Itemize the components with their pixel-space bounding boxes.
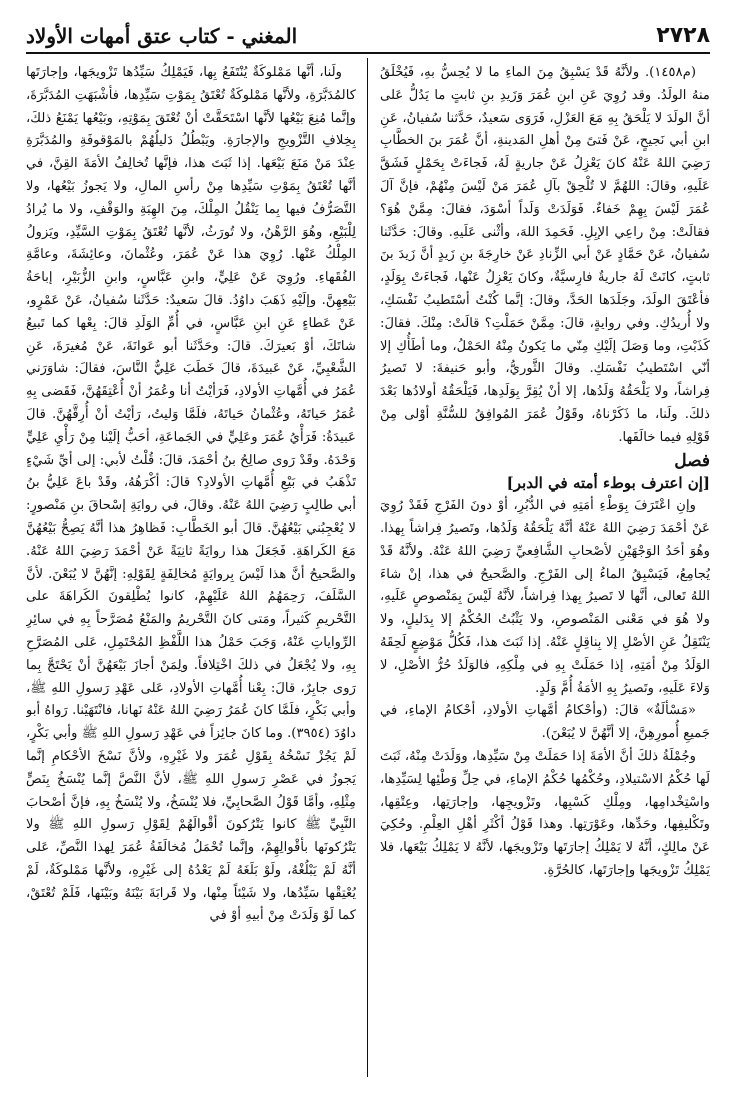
section-subheading: [إن اعترف بوطء أمته في الدبر] — [506, 474, 710, 493]
paragraph: (م١٤٥٨). ولأنَّهُ قَدْ يَسْبِقُ مِنَ الماءِ ما لا يُحِسُّ بهِ، فَيُخْلَقُ منهُ الولَدُ. وقد رُوِيَ عَنِ ابنِ عُمَرَ وَزَيدِ بنِ ثابتٍ ما يَدُلُّ عَلى أنَّ الولَدَ لا يَلْحَقُ بِهِ مَعَ العَزْلِ، فَرَوَى سَعيدٌ، حَدَّثنا سُفيانُ، عَنِ ابنِ أبي نَجيحٍ، عَنْ فَتىً مِنْ أهلِ المَدينةِ، أنَّ عُمَرَ بنَ الخطَّابِ رَضِيَ اللهُ عَنْهُ كانَ يَعْزِلُ عَنْ جاريةٍ لَهُ، فَجاءَتْ بِحَمْلٍ فَشَقَّ عَلَيهِ، وقالَ: اللهُمَّ لا تُلْحِقْ بآلِ عُمَرَ مَنْ لَيْسَ مِنْهُمْ، فإنَّ آلَ عُمَرَ لَيْسَ بِهِمْ خَفاءٌ. فَوَلَدَتْ وَلَداً أسْوَدَ، فقالَ: مِمَّنْ هُوَ؟ فقالَتْ: مِنْ راعِي الإبِلِ. فَحَمِدَ اللهَ، وأثْنى عَلَيهِ. وقالَ: حَدَّثَنا سُفيانُ، عَنْ حَمَّادٍ عَنْ أبي الزِّنادِ عَنْ خارِجَةَ بنِ زَيدٍ أنَّ زَيدَ بنَ ثابتٍ، كانَتْ لَهُ جاريةٌ فارِسيَّةٌ، وكانَ يَعْزِلُ عَنْها، فَجاءَتْ بِوَلَدٍ، فأعْتَقَ الولَدَ، وجَلَدَها الحَدَّ، وقالَ: إنَّما كُنْتُ أسْتَطيبُ نَفْسَكِ، ولا أُريدُكِ. وفي روايةٍ، قالَ: مِمَّنْ حَمَلْتِ؟ قالَتْ: مِنْكَ. فقالَ: كَذَبْتِ، وما وَصَلَ إلَيْكِ مِنّي ما يَكونُ مِنْهُ الحَمْلُ، وما أطَأُكِ إلا أنّي اسْتَطيبُ نَفْسَكِ. وقالَ الثَّوريُّ، وأبو حَنيفةَ: لا تَصيرُ فِراشاً، ولا يَلْحَقُهُ وَلَدُها، إلا أنْ يُقِرَّ بِوَلَدِها، فَيَلْحَقُهُ أولادُها بَعْدَ ذلكَ. ولَنا، ما ذَكَرْناهُ، وقَوْلُ عُمَرَ المُوافِقُ للسُّنَّةِ أوْلى مِنْ قَوْلِهِ فيما خالَفَها. — [380, 65, 710, 445]
section-heading: فصل — [674, 450, 710, 471]
page-header — [26, 18, 710, 54]
paragraph: «مَسْألَةٌ» قالَ: (وأحْكامُ أمَّهاتِ الأولادِ، أحْكامُ الإماءِ، في جَميعِ أُمورِهِنَّ، إلا أنَّهُنَّ لا يُبَعْنَ). — [380, 703, 710, 742]
left-column — [26, 62, 356, 1072]
paragraph: وجُمْلَةُ ذلكَ أنَّ الأمَةَ إذا حَمَلَتْ مِنْ سَيِّدِها، ووَلَدَتْ مِنْهُ، ثَبَتَ لَها حُكْمُ الاسْتيلادِ، وحُكْمُها حُكْمُ الإماءِ، في حِلِّ وَطْئِها لِسَيِّدِها، واسْتِخْدامِها، ومِلْكِ كَسْبِها، وتَزْويجِها، وإجارَتِها، وعِتْقِها، وتَكْليفِها، وحَدِّها، وعَوْرَتِها. وهذا قَوْلُ أكْثَرِ أهْلِ العِلْمِ. وحُكِيَ عَنْ مالِكٍ، أنَّهُ لا يَمْلِكُ إجارَتَها وتَزْويجَها، لأنَّهُ لا يَمْلِكُ بَيْعَها، فلا يَمْلِكُ تَزْويجَها وإجارَتَها، كالحُرَّةِ. — [380, 748, 710, 878]
column-divider — [367, 58, 368, 1077]
paragraph: ولَنا، أنَّها مَمْلوكَةٌ يُنْتَفَعُ بِها، فَيَمْلِكُ سَيِّدُها تَزْويجَها، وإجارَتَها كالمُدَبَّرَةِ، ولأنَّها مَمْلوكَةٌ تُعْتَقُ بِمَوْتِ سَيِّدِها، فأشْبَهَتِ المُدَبَّرَةَ، وإنَّما مُنِعَ بَيْعُها لأنَّها اسْتَحَقَّتْ أنْ تُعْتَقَ بِمَوْتِهِ، وبَيْعُها يَمْنَعُ ذلكَ، بِخِلافِ التَّزْويجِ والإجارَةِ. ويَبْطُلُ دَليلُهُمْ بالمَوْقوفَةِ والمُدَبَّرَةِ عِنْدَ مَنْ مَنَعَ بَيْعَها. إذا ثَبَتَ هذا، فإنَّها تُخالِفُ الأمَةَ القِنَّ، في أنَّها تُعْتَقُ بِمَوْتِ سَيِّدِها مِنْ رأسِ المالِ، ولا يَجوزُ بَيْعُها، ولا التَّصَرُّفُ فيها بِما يَنْقُلُ المِلْكَ، مِنَ الهِبَةِ والوَقْفِ، ولا ما يُرادُ لِلْبَيْعِ، وهُوَ الرَّهْنُ، ولا تُورَثُ، لأنَّها تُعْتَقُ بِمَوْتِ السَّيِّدِ، ويَزولُ المِلْكُ عَنْها. رُوِيَ هذا عَنْ عُمَرَ، وعُثْمانَ، وعائِشَةَ، وعامَّةِ الفُقَهاءِ. ورُوِيَ عَنْ عَلِيٍّ، وابنِ عَبَّاسٍ، وابنِ الزُّبَيْرِ، إباحَةُ بَيْعِهِنَّ. وإلَيْهِ ذَهَبَ داوُدُ. قالَ سَعيدٌ: حَدَّثَنا سُفيانُ، عَنْ عَمْرٍو، عَنْ عَطاءٍ عَنِ ابنِ عَبَّاسٍ، في أُمِّ الوَلَدِ قالَ: بِعْها كما تَبيعُ شاتَكَ، أوْ بَعيرَكَ. قالَ: وحَدَّثَنا أبو عَوانَةَ، عَنْ مُغيرَةَ، عَنِ الشَّعْبِيِّ، عَنْ عَبيدَةَ، قالَ خَطَبَ عَلِيٌّ النَّاسَ، فقالَ: شاوَرَني عُمَرُ في أُمَّهاتِ الأولادِ، فَرَأيْتُ أنا وعُمَرُ أنْ أُعْتِقَهُنَّ، فَقَضى بِهِ عُمَرُ حَياتَهُ، وعُثْمانُ حَياتَهُ، فلَمَّا وَليتُ، رَأيْتُ أنْ أُرِقَّهُنَّ. قالَ عَبيدَةُ: فَرَأْيُ عُمَرَ وعَلِيٍّ في الجَماعَةِ، أحَبُّ إلَيْنا مِنْ رَأْيِ عَلِيٍّ وَحْدَهُ. وقَدْ رَوى صالِحُ بنُ أحْمَدَ، قالَ: قُلْتُ لأبي: إلى أيِّ شَيْءٍ تَذْهَبُ في بَيْعِ أُمَّهاتِ الأولادِ؟ قالَ: أكْرَهُهُ، وقَدْ باعَ عَلِيُّ بنُ أبي طالِبٍ رَضِيَ اللهُ عَنْهُ. وقالَ، في روايَةِ إسْحاقَ بنِ مَنْصورٍ: لا يُعْجِبُني بَيْعُهُنَّ. قالَ أبو الخَطَّابِ: فَظاهِرُ هذا أنَّهُ يَصِحُّ بَيْعُهُنَّ مَعَ الكَراهَةِ. فَجَعَلَ هذا روايَةً ثانِيَةً عَنْ أحْمَدَ رَضِيَ اللهُ عَنْهُ. والصَّحيحُ أنَّ هذا لَيْسَ بِروايَةٍ مُخالِفَةٍ لِقَوْلِهِ: إنَّهُنَّ لا يُبَعْنَ. لأنَّ السَّلَفَ، رَحِمَهُمُ اللهُ عَلَيْهِمْ، كانوا يُطْلِقونَ الكَراهَةَ على التَّحْريمِ كَثيراً، ومَتى كانَ التَّحْريمُ والمَنْعُ مُصَرَّحاً بِهِ في سائِرِ الرِّواياتِ عَنْهُ، وَجَبَ حَمْلُ هذا اللَّفْظِ المُحْتَمِلِ، عَلى المُصَرَّحِ بِهِ، ولا يُجْعَلُ في ذلكَ اخْتِلافاً. ولِمَنْ أجازَ بَيْعَهُنَّ أنْ يَحْتَجَّ بِما رَوى جابِرٌ، قالَ: بِعْنا أُمَّهاتِ الأولادِ، عَلى عَهْدِ رَسولِ اللهِ ﷺ، وأبي بَكْرٍ، فلَمَّا كانَ عُمَرُ رَضِيَ اللهُ عَنْهُ نَهانا، فانْتَهَيْنا. رَواهُ أبو داوُدَ (٣٩٥٤). وما كانَ جائِزاً في عَهْدِ رَسولِ اللهِ ﷺ وأبي بَكْرٍ، لَمْ يَجُزْ نَسْخُهُ بِقَوْلِ عُمَرَ ولا غَيْرِهِ، ولأنَّ نَسْخَ الأحْكامِ إنَّما يَجوزُ في عَصْرِ رَسولِ اللهِ ﷺ، لأنَّ النَّصَّ إنَّما يُنْسَخُ بِنَصٍّ مِثْلِهِ، وأمَّا قَوْلُ الصَّحابِيِّ، فلا يُنْسَخُ، ولا يُنْسَخُ بِهِ، فإنَّ أصْحابَ النَّبِيِّ ﷺ كانوا يَتْرُكونَ أقْوالَهُمْ لِقَوْلِ رَسولِ اللهِ ﷺ ولا يَتْرُكونَها بأقْوالِهِمْ، وإنَّما تُحْمَلُ مُخالَفَةُ عُمَرَ لِهذا النَّصِّ، عَلى أنَّهُ لَمْ يَبْلُغْهُ، ولَوْ بَلَغَهُ لَمْ يَعْدُهُ إلى غَيْرِهِ، ولأنَّها مَمْلوكَةٌ، لَمْ يُعْتِقْها سَيِّدُها، ولا شَيْئاً مِنْها، ولا قَرابَةَ بَيْنَهُ وبَيْنَها، فَلَمْ تُعْتَقْ، كما لَوْ وَلَدَتْ مِنْ أبيهِ أوْ في — [26, 65, 356, 924]
running-title: المغني - كتاب عتق أمهات الأولاد — [26, 24, 298, 48]
page-number: ٢٧٢٨ — [656, 23, 710, 48]
paragraph: وإنِ اعْتَرَفَ بِوَطْءِ أمَتِهِ في الدُّبُرِ، أوْ دونَ الفَرْجِ فَقَدْ رُوِيَ عَنْ أحْمَدَ رَضِيَ اللهُ عَنْهُ أنَّهُ يَلْحَقُهُ وَلَدُها، وتَصيرُ فِراشاً بِهذا. وهُوَ أحَدُ الوَجْهَيْنِ لأصْحابِ الشَّافِعيِّ رَضِيَ اللهُ عَنْهُ. ولأنَّهُ قَدْ يُجامِعُ، فَيَسْبِقُ الماءُ إلى الفَرْجِ. والصَّحيحُ في هذا، إنْ شاءَ اللهُ تَعالى، أنَّها لا تَصيرُ بِهذا فِراشاً، لأنَّهُ لَيْسَ بِمَنْصوصٍ عَلَيهِ، ولا هُوَ في مَعْنى المَنْصوصِ، ولا يَثْبُتُ الحُكْمُ إلا بِدَليلٍ، ولا يَنْتَقِلُ عَنِ الأصْلِ إلا بِناقِلٍ عَنْهُ. إذا ثَبَتَ هذا، فَكُلُّ مَوْضِعٍ لَحِقَهُ الوَلَدُ مِنْ أمَتِهِ، إذا حَمَلَتْ بِهِ في مِلْكِهِ، فالوَلَدُ حُرُّ الأصْلِ، لا وَلاءَ عَلَيهِ، وتَصيرُ بِهِ الأمَةُ أُمَّ وَلَدٍ. — [380, 498, 710, 696]
right-column — [380, 62, 710, 1072]
